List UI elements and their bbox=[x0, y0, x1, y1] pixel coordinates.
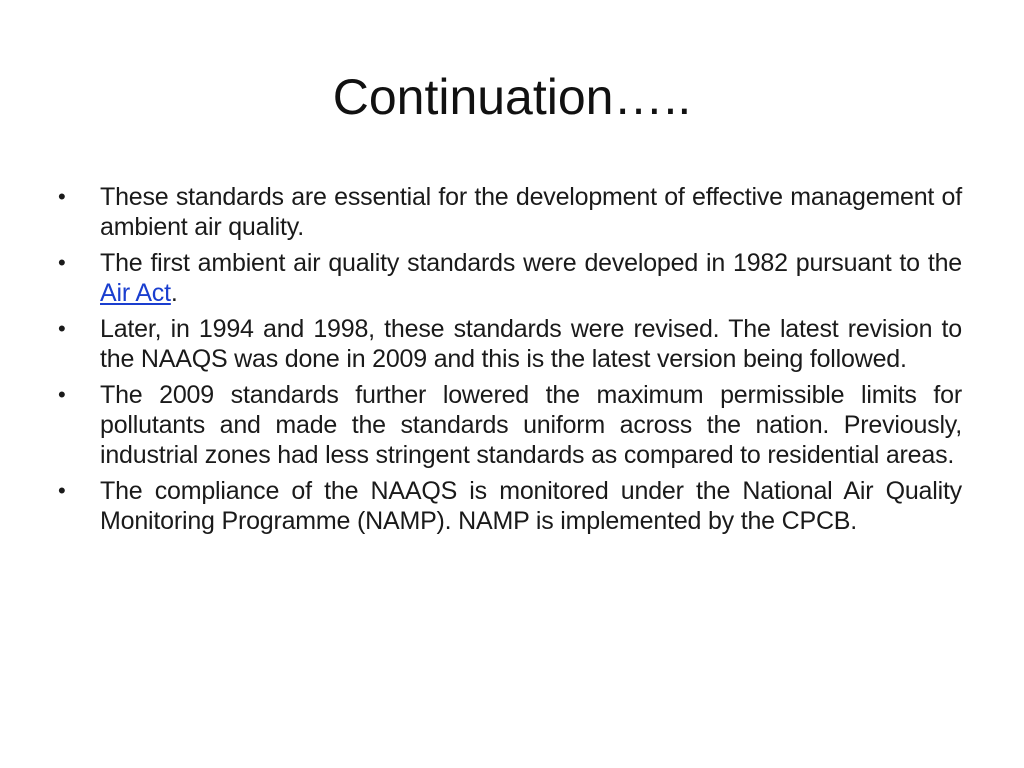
bullet-text: The first ambient air quality standards were developed in 1982 pursuant to the bbox=[100, 249, 962, 277]
bullet-text: The compliance of the NAAQS is monitored under the National Air Quality Monitoring Programme (NAMP). NAMP is implemented by the CPCB. bbox=[100, 477, 962, 535]
bullet-text: The 2009 standards further lowered the maximum permissible limits for pollutants and made the standards uniform across the nation. Previously, industrial zones had less stringent standards as compared to residential areas. bbox=[100, 381, 962, 469]
air-act-link[interactable]: Air Act bbox=[100, 279, 171, 307]
bullet-list bbox=[58, 182, 962, 542]
bullet-item-3 bbox=[58, 314, 962, 374]
bullet-point-icon: • bbox=[58, 382, 66, 407]
bullet-point-icon: • bbox=[58, 316, 66, 341]
bullet-item-1 bbox=[58, 182, 962, 242]
bullet-point-icon: • bbox=[58, 184, 66, 209]
bullet-item-4 bbox=[58, 380, 962, 470]
bullet-text: Later, in 1994 and 1998, these standards were revised. The latest revision to the NAAQS was done in 2009 and this is the latest version being followed. bbox=[100, 315, 962, 373]
bullet-item-5 bbox=[58, 476, 962, 536]
bullet-text-end: . bbox=[170, 279, 178, 307]
slide-title: Continuation….. bbox=[332, 69, 692, 125]
bullet-point-icon: • bbox=[58, 250, 66, 275]
bullet-text: These standards are essential for the development of effective management of ambient air quality. bbox=[100, 183, 962, 241]
bullet-point-icon: • bbox=[58, 478, 66, 503]
bullet-item-2 bbox=[58, 248, 962, 308]
